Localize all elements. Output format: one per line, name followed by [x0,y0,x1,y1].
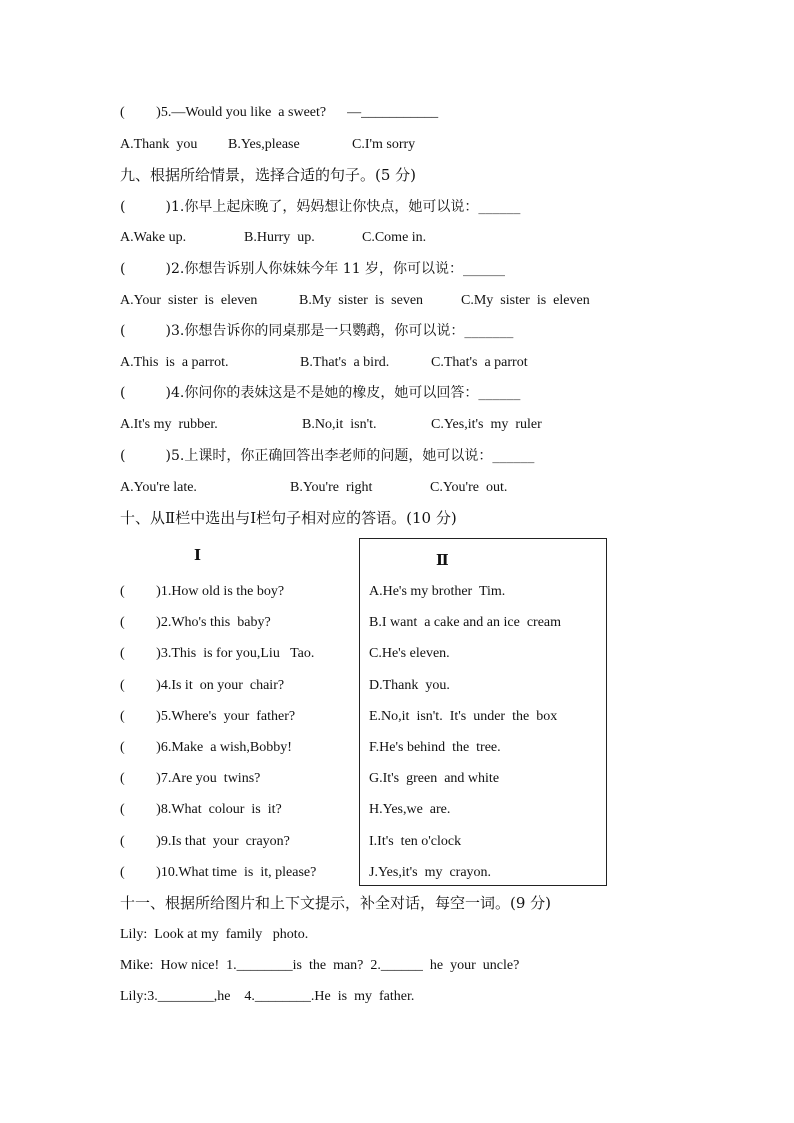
section-9-heading: 九、根据所给情景，选择合适的句子。(5 分) [120,166,417,184]
left-item: ( )7.Are you twins? [120,771,261,786]
option-b: B.My sister is seven [299,293,424,308]
option-c: C.My sister is eleven [461,293,590,308]
question-9-2: ( )2.你想告诉别人你妹妹今年 11 岁，你可以说：______ [120,261,506,277]
question-9-5: ( )5.上课时，你正确回答出李老师的问题，她可以说：______ [120,448,535,464]
option-b: B.You're right [290,480,373,495]
option-b: B.No,it isn't. [302,417,377,432]
right-item: I.It's ten o'clock [369,834,462,849]
option-c: C.I'm sorry [352,137,416,152]
right-item: C.He's eleven. [369,646,450,661]
question-8-5: ( )5.—Would you like a sweet? —___________ [120,105,439,120]
right-item: A.He's my brother Tim. [369,584,506,599]
left-item: ( )1.How old is the boy? [120,584,285,599]
right-item: G.It's green and white [369,771,500,786]
left-item: ( )8.What colour is it? [120,802,282,817]
right-item: F.He's behind the tree. [369,740,501,755]
section-11-heading: 十一、根据所给图片和上下文提示，补全对话，每空一词。(9 分) [120,894,552,912]
option-b: B.That's a bird. [300,355,390,370]
left-item: ( )2.Who's this baby? [120,615,271,630]
dialogue-line: Lily: Look at my family photo. [120,927,309,942]
left-item: ( )4.Is it on your chair? [120,678,285,693]
option-a: A.Your sister is eleven [120,293,258,308]
left-item: ( )5.Where's your father? [120,709,296,724]
option-c: C.You're out. [430,480,508,495]
option-b: B.Yes,please [228,137,300,152]
option-c: C.Yes,it's my ruler [431,417,542,432]
question-9-3: ( )3.你想告诉你的同桌那是一只鹦鹉，你可以说：_______ [120,323,514,339]
dialogue-line: Mike: How nice! 1.________is the man? 2.______ he your uncle? [120,958,520,973]
option-a: A.Wake up. [120,230,187,245]
right-item: B.I want a cake and an ice cream [369,615,562,630]
right-item: D.Thank you. [369,678,450,693]
option-b: B.Hurry up. [244,230,315,245]
question-9-1: ( )1.你早上起床晚了，妈妈想让你快点，她可以说：______ [120,199,521,215]
option-a: A.You're late. [120,480,197,495]
right-item: H.Yes,we are. [369,802,451,817]
column-1-heading: Ⅰ [194,548,202,564]
right-item: E.No,it isn't. It's under the box [369,709,558,724]
column-2-heading: Ⅱ [436,553,449,569]
question-9-4: ( )4.你问你的表妹这是不是她的橡皮，她可以回答：______ [120,385,521,401]
option-a: A.It's my rubber. [120,417,218,432]
right-item: J.Yes,it's my crayon. [369,865,492,880]
left-item: ( )3.This is for you,Liu Tao. [120,646,315,661]
option-a: A.Thank you [120,137,198,152]
left-item: ( )10.What time is it, please? [120,865,317,880]
section-10-heading: 十、从Ⅱ栏中选出与Ⅰ栏句子相对应的答语。(10 分) [120,509,457,527]
option-c: C.That's a parrot [431,355,528,370]
dialogue-line: Lily:3.________,he 4.________.He is my father. [120,989,415,1004]
option-a: A.This is a parrot. [120,355,229,370]
option-c: C.Come in. [362,230,427,245]
left-item: ( )6.Make a wish,Bobby! [120,740,292,755]
left-item: ( )9.Is that your crayon? [120,834,290,849]
